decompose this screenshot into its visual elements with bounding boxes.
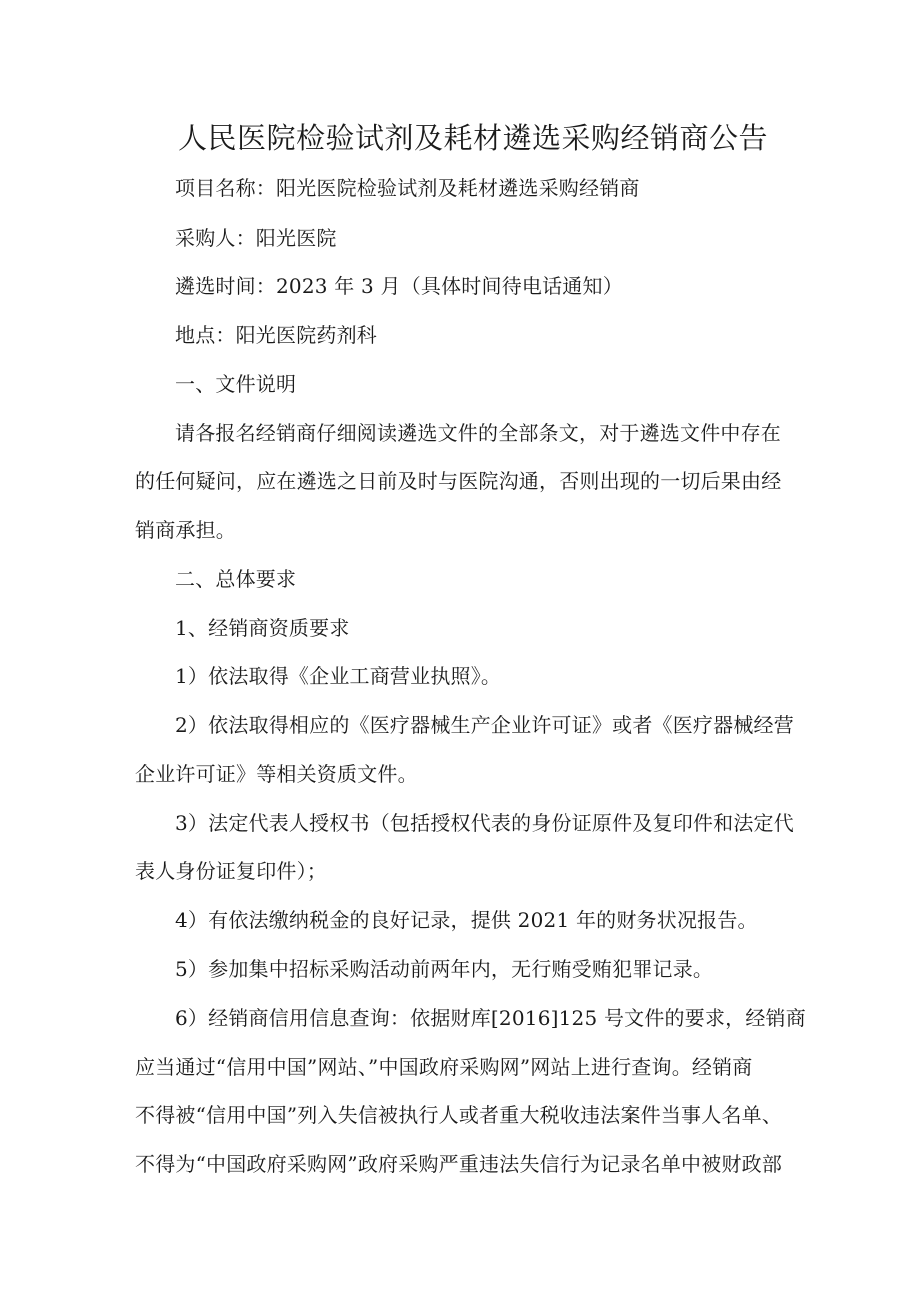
text-line: 1、经销商资质要求 [175, 616, 350, 640]
text-line: 采购人：阳光医院 [175, 226, 337, 250]
text-line: 应当通过“信用中国”网站、”中国政府采购网”网站上进行查询。经销商 [135, 1055, 753, 1079]
text-line: 请各报名经销商仔细阅读遴选文件的全部条文，对于遴选文件中存在 [175, 421, 781, 445]
text-line: 项目名称：阳光医院检验试剂及耗材遴选采购经销商 [175, 176, 640, 200]
text-line: 地点：阳光医院药剂科 [175, 323, 377, 347]
text-line: 不得为“中国政府采购网”政府采购严重违法失信行为记录名单中被财政部 [135, 1152, 783, 1176]
document-title: 人民医院检验试剂及耗材遴选采购经销商公告 [178, 121, 769, 155]
text-line: 二、总体要求 [175, 567, 297, 591]
text-line: 1）依法取得《企业工商营业执照》。 [175, 664, 502, 688]
text-line: 不得被“信用中国”列入失信被执行人或者重大税收违法案件当事人名单、 [135, 1103, 783, 1127]
text-line: 企业许可证》等相关资质文件。 [135, 762, 418, 786]
text-line: 遴选时间：2023 年 3 月（具体时间待电话通知） [175, 274, 623, 298]
text-line: 的任何疑问，应在遴选之日前及时与医院沟通，否则出现的一切后果由经 [135, 469, 782, 493]
text-line: 销商承担。 [135, 518, 236, 542]
text-line: 3）法定代表人授权书（包括授权代表的身份证原件及复印件和法定代 [175, 811, 794, 835]
text-line: 表人身份证复印件）； [135, 859, 327, 883]
text-line: 一、文件说明 [175, 372, 297, 396]
text-line: 5）参加集中招标采购活动前两年内，无行贿受贿犯罪记录。 [175, 957, 714, 981]
text-line: 6）经销商信用信息查询：依据财库[2016]125 号文件的要求，经销商 [175, 1006, 806, 1030]
text-line: 2）依法取得相应的《医疗器械生产企业许可证》或者《医疗器械经营 [175, 713, 794, 737]
text-line: 4）有依法缴纳税金的良好记录，提供 2021 年的财务状况报告。 [175, 908, 758, 932]
